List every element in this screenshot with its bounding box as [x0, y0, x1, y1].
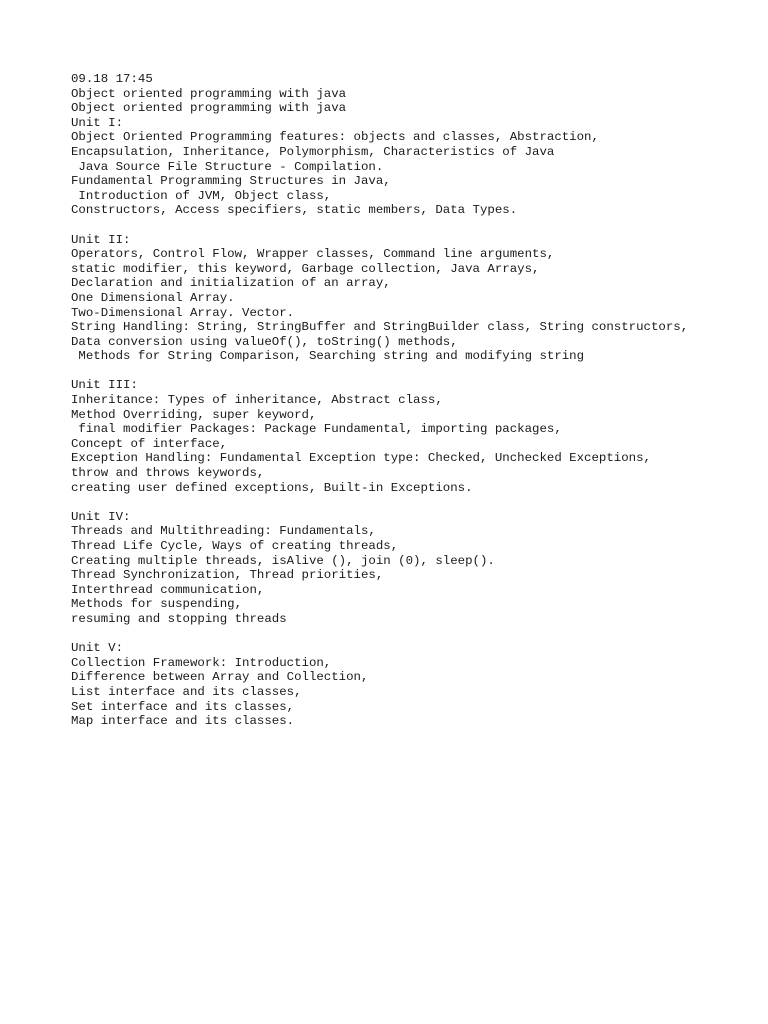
text-line: Operators, Control Flow, Wrapper classes, Command line arguments,	[71, 247, 555, 262]
text-line: Object Oriented Programming features: objects and classes, Abstraction,	[71, 130, 599, 145]
text-line: Constructors, Access specifiers, static members, Data Types.	[71, 203, 518, 218]
text-line: Creating multiple threads, isAlive (), join (0), sleep().	[71, 553, 495, 568]
text-line: Data conversion using valueOf(), toString() methods,	[71, 334, 458, 349]
text-line: Method Overriding, super keyword,	[71, 407, 317, 422]
text-line: Object oriented programming with java	[71, 86, 347, 101]
text-line: Unit III:	[71, 378, 138, 393]
text-line: resuming and stopping threads	[71, 611, 287, 626]
text-line: Set interface and its classes,	[71, 699, 295, 714]
text-line: Interthread communication,	[71, 582, 265, 597]
text-line: Java Source File Structure - Compilation.	[71, 159, 384, 174]
text-line: Thread Life Cycle, Ways of creating threads,	[71, 539, 399, 553]
text-line: Exception Handling: Fundamental Exception type: Checked, Unchecked Exceptions,	[71, 451, 651, 466]
text-line: One Dimensional Array.	[71, 290, 235, 305]
text-line: Declaration and initialization of an array,	[71, 276, 391, 291]
text-line: Methods for String Comparison, Searching string and modifying string	[71, 349, 585, 364]
text-line: throw and throws keywords,	[71, 466, 265, 481]
text-line: Concept of interface,	[71, 436, 228, 451]
text-line: Introduction of JVM, Object class,	[71, 188, 332, 203]
text-line: Difference between Array and Collection,	[71, 670, 369, 685]
text-line: creating user defined exceptions, Built-in Exceptions.	[71, 480, 473, 495]
text-line: Unit I:	[71, 115, 124, 130]
text-line: Inheritance: Types of inheritance, Abstract class,	[71, 393, 443, 408]
document-page	[71, 72, 751, 729]
text-line: Unit V:	[71, 641, 124, 656]
blank-line	[71, 627, 751, 642]
text-line: Encapsulation, Inheritance, Polymorphism, Characteristics of Java	[71, 144, 555, 159]
text-line: static modifier, this keyword, Garbage collection, Java Arrays,	[71, 261, 540, 276]
blank-line	[71, 495, 751, 510]
text-line: Unit II:	[71, 232, 131, 247]
text-line: Methods for suspending,	[71, 597, 243, 612]
text-line: Object oriented programming with java	[71, 101, 347, 116]
text-line: Fundamental Programming Structures in Java,	[71, 174, 391, 189]
text-line: String Handling: String, StringBuffer and StringBuilder class, String constructors,	[71, 320, 689, 335]
text-line: Threads and Multithreading: Fundamentals,	[71, 524, 376, 539]
text-line: List interface and its classes,	[71, 684, 302, 699]
blank-line	[71, 218, 751, 233]
text-line: 09.18 17:45	[71, 72, 153, 86]
text-line: Two-Dimensional Array. Vector.	[71, 305, 295, 320]
text-line: final modifier Packages: Package Fundamental, importing packages,	[71, 422, 562, 437]
text-line: Unit IV:	[71, 509, 131, 524]
text-line: Collection Framework: Introduction,	[71, 655, 332, 670]
text-line: Thread Synchronization, Thread priorities,	[71, 568, 384, 583]
text-line: Map interface and its classes.	[71, 714, 295, 729]
blank-line	[71, 364, 751, 379]
